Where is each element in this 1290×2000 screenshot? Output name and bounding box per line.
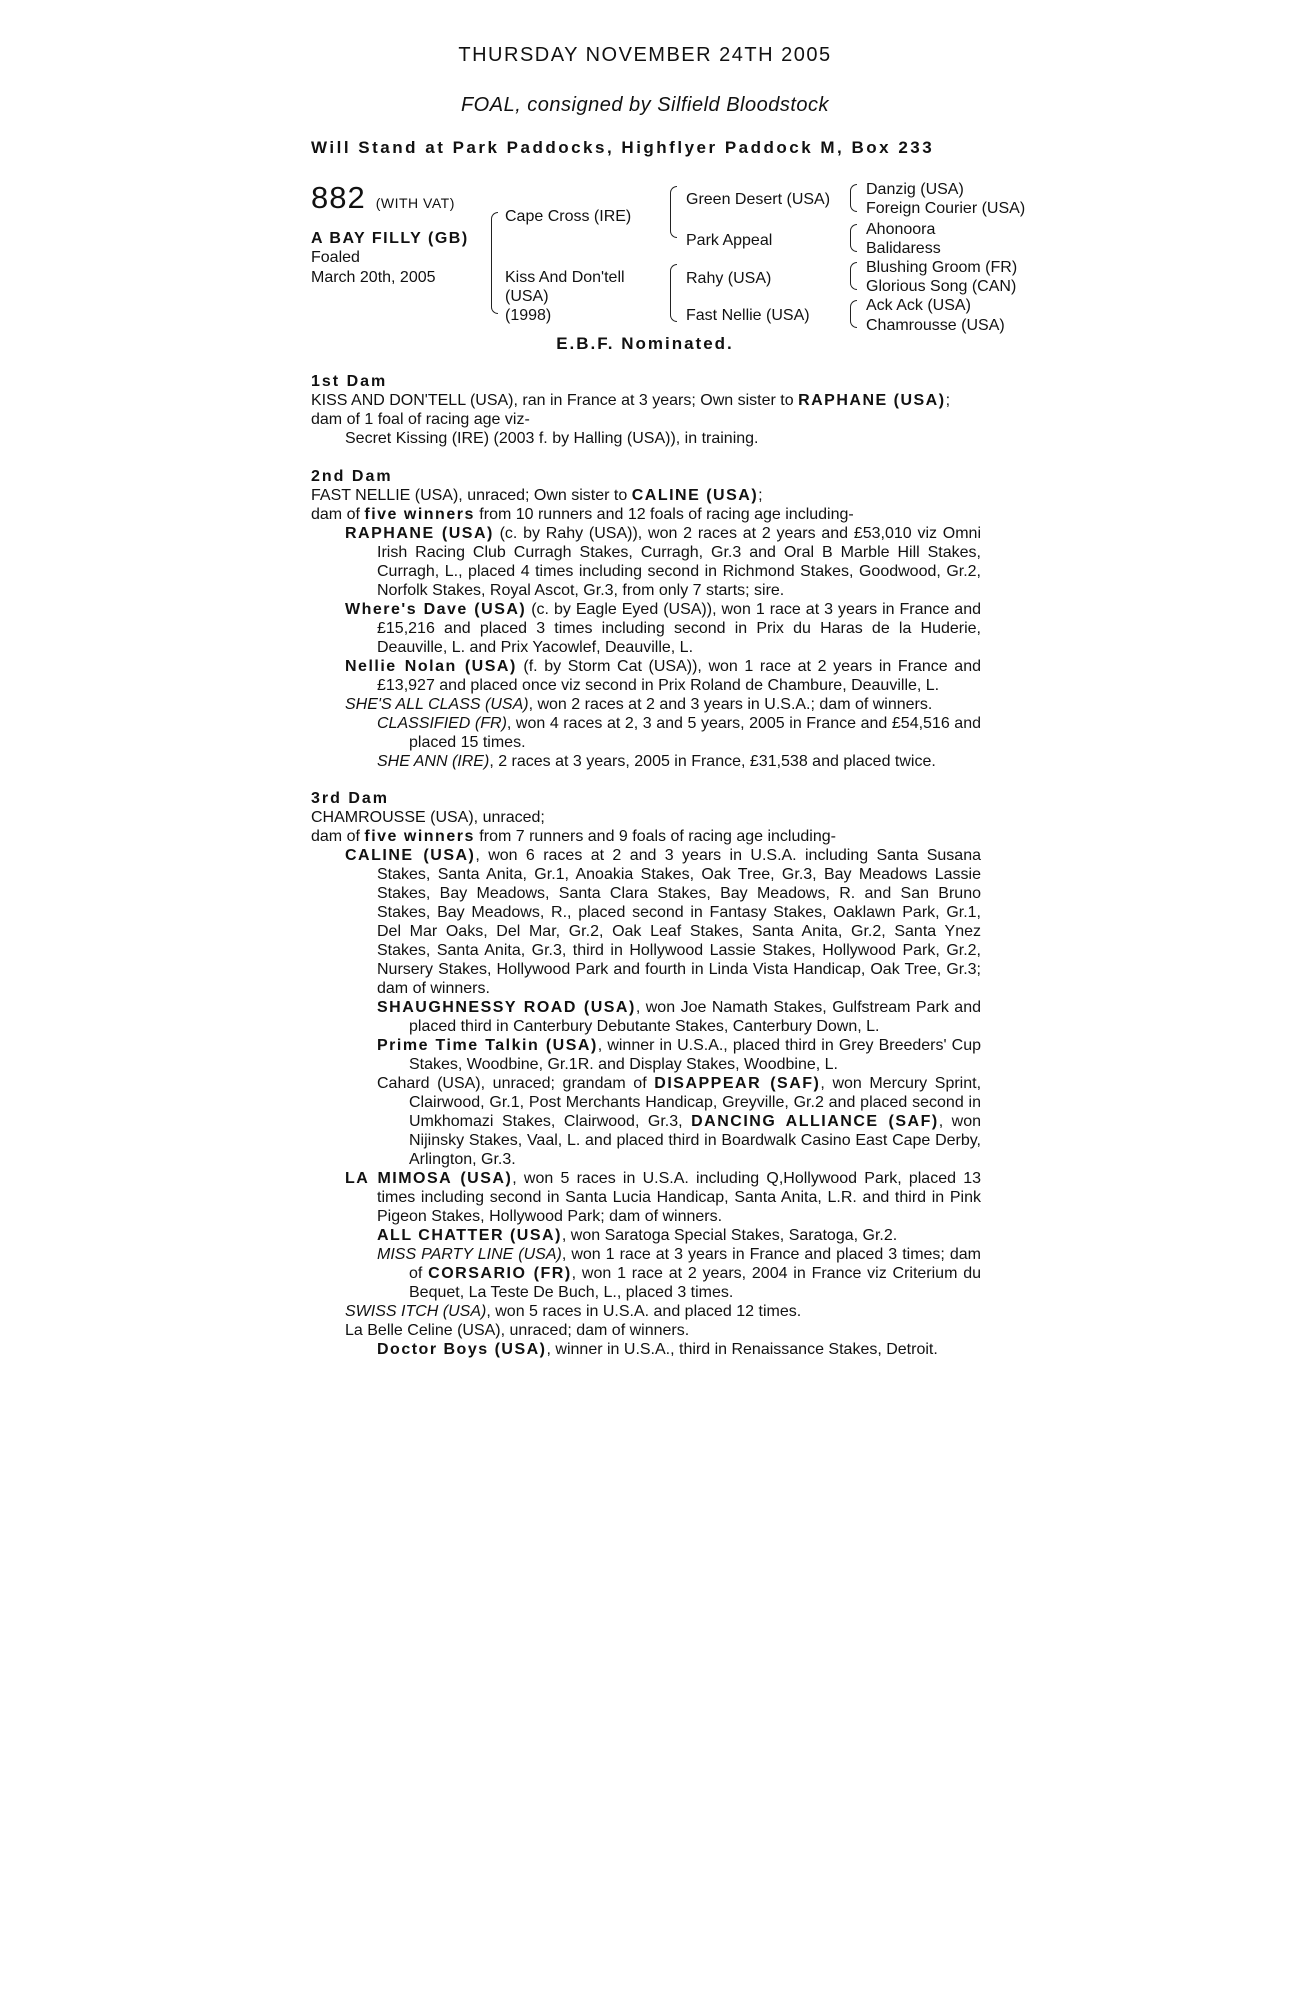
- pedigree-dam-country: (USA): [505, 288, 549, 305]
- doctor-text: , winner in U.S.A., third in Renaissance Stakes, Detroit.: [546, 1341, 938, 1358]
- pedigree-ds-sire: Blushing Groom (FR): [866, 259, 1018, 276]
- pedigree-bracket-3a: [850, 184, 857, 212]
- produce-miss-party-line: [311, 1245, 981, 1302]
- second-dam-section: [311, 467, 981, 771]
- pedigree-sd-dam: Balidaress: [866, 240, 941, 257]
- pedigree-bracket-3c: [850, 262, 857, 290]
- nolan-name: Nellie Nolan (USA): [345, 658, 517, 675]
- first-dam-foals: dam of 1 foal of racing age viz-: [311, 411, 530, 428]
- pedigree-bracket-1: [491, 212, 498, 314]
- third-dam-line: CHAMROUSSE (USA), unraced;: [311, 809, 545, 826]
- second-dam-sep: ;: [758, 487, 763, 504]
- shaugh-text: , won Joe Namath Stakes, Gulfstream Park and placed third in Canterbury Debutante Stakes, Canterbury Down, L.: [409, 999, 981, 1035]
- third-dam-winners-c: from 7 runners and 9 foals of racing age including-: [474, 828, 836, 845]
- pedigree-ss-sire: Danzig (USA): [866, 181, 964, 198]
- produce-raphane: [311, 524, 981, 600]
- pedigree-sire-sire: Green Desert (USA): [686, 191, 831, 208]
- caline-name: CALINE (USA): [345, 847, 476, 864]
- pedigree-sd-sire: Ahonoora: [866, 221, 936, 238]
- first-dam-line: [311, 391, 981, 410]
- nolan-text: (f. by Storm Cat (USA)), won 1 race at 2 years in France and £13,927 and placed once viz second in Prix Roland de Chambure, Deauville, L.: [377, 658, 982, 694]
- lot-number: [311, 180, 455, 216]
- pedigree-ds-dam: Glorious Song (CAN): [866, 278, 1017, 295]
- party-text-b: CORSARIO (FR): [428, 1265, 572, 1282]
- third-dam-winners-a: dam of: [311, 828, 365, 845]
- first-dam-heading: 1st Dam: [311, 373, 388, 390]
- cahard-c: , won Mercury Sprint, Clairwood, Gr.1, Post Merchants Handicap, Greyville, Gr.2 and placed second in Umkhomazi Stakes, Clairwood, Gr.3,: [409, 1075, 982, 1130]
- lot-number-value: 882: [311, 180, 366, 215]
- raphane-name: RAPHANE (USA): [345, 525, 494, 542]
- mimosa-text: , won 5 races in U.S.A. including Q,Hollywood Park, placed 13 times including second in Santa Lucia Handicap, Santa Anita, L.R. and third in Pink Pigeon Stakes, Hollywood Park; dam of winners.: [377, 1170, 981, 1225]
- produce-la-mimosa: [311, 1169, 981, 1226]
- pedigree-dam-dam: Fast Nellie (USA): [686, 307, 810, 324]
- third-dam-winners-b: five winners: [364, 828, 475, 845]
- shaugh-name: SHAUGHNESSY ROAD (USA): [377, 999, 636, 1016]
- pedigree-bracket-2b: [670, 264, 677, 322]
- produce-doctor-boys: [311, 1340, 981, 1359]
- cahard-e: , won Nijinsky Stakes, Vaal, L. and placed third in Boardwalk Casino East Cape Derby, Arlington, Gr.3.: [409, 1113, 981, 1168]
- ebf-nominated: E.B.F. Nominated.: [556, 334, 734, 353]
- third-dam-section: [311, 789, 981, 1359]
- produce-prime-time-talkin: [311, 1036, 981, 1074]
- stand-location: Will Stand at Park Paddocks, Highflyer Paddock M, Box 233: [311, 138, 935, 157]
- chatter-name: ALL CHATTER (USA): [377, 1227, 562, 1244]
- first-dam-sep: ;: [945, 392, 951, 409]
- pedigree-bracket-2a: [670, 186, 677, 238]
- produce-nellie-nolan: [311, 657, 981, 695]
- produce-shes-all-class: [311, 695, 981, 714]
- pedigree-bracket-3b: [850, 224, 857, 252]
- produce-swiss-itch: [311, 1302, 981, 1321]
- second-dam-text: FAST NELLIE (USA), unraced; Own sister to: [311, 487, 632, 504]
- vat-note: (WITH VAT): [375, 195, 455, 211]
- classified-name: CLASSIFIED (FR): [377, 715, 507, 732]
- produce-la-belle-celine: La Belle Celine (USA), unraced; dam of winners.: [345, 1322, 690, 1339]
- first-dam-sister: RAPHANE (USA): [798, 392, 946, 409]
- pedigree-dam-sire: Rahy (USA): [686, 270, 772, 287]
- pedigree-bracket-3d: [850, 300, 857, 328]
- pedigree-dd-sire: Ack Ack (USA): [866, 297, 971, 314]
- third-dam-heading: 3rd Dam: [311, 790, 390, 807]
- class-text: , won 2 races at 2 and 3 years in U.S.A.; dam of winners.: [528, 696, 933, 713]
- pedigree-sire: Cape Cross (IRE): [505, 208, 632, 225]
- second-dam-winners: [311, 505, 981, 524]
- pedigree-dam-year: (1998): [505, 307, 552, 324]
- sale-date: THURSDAY NOVEMBER 24TH 2005: [458, 44, 832, 66]
- produce-cahard: [311, 1074, 981, 1169]
- second-dam-winners-b: five winners: [364, 506, 475, 523]
- consignment-line: FOAL, consigned by Silfield Bloodstock: [460, 94, 830, 116]
- produce-caline: [311, 846, 981, 998]
- second-dam-sister: CALINE (USA): [631, 487, 759, 504]
- dave-name: Where's Dave (USA): [345, 601, 527, 618]
- prime-name: Prime Time Talkin (USA): [377, 1037, 598, 1054]
- first-dam-text: KISS AND DON'TELL (USA), ran in France at 3 years; Own sister to: [311, 392, 799, 409]
- swiss-name: SWISS ITCH (USA): [345, 1303, 487, 1320]
- third-dam-winners: [311, 827, 981, 846]
- first-dam-produce: Secret Kissing (IRE) (2003 f. by Halling (USA)), in training.: [345, 430, 759, 447]
- foaled-label: Foaled: [311, 249, 360, 266]
- dave-text: (c. by Eagle Eyed (USA)), won 1 race at 3 years in France and £15,216 and placed 3 times including second in Prix du Haras de la Huderie, Deauville, L. and Prix Yacowlef, Deauville, L.: [377, 601, 981, 656]
- second-dam-winners-c: from 10 runners and 12 foals of racing age including-: [474, 506, 854, 523]
- chatter-text: , won Saratoga Special Stakes, Saratoga, Gr.2.: [561, 1227, 898, 1244]
- produce-classified: [311, 714, 981, 752]
- party-text-c: , won 1 race at 2 years, 2004 in France viz Criterium du Bequet, La Teste De Buch, L., placed 3 times.: [409, 1265, 982, 1301]
- foaled-date: March 20th, 2005: [311, 269, 436, 286]
- caline-text: , won 6 races at 2 and 3 years in U.S.A. including Santa Susana Stakes, Santa Anita, Gr.1, Anoakia Stakes, Oak Tree, Gr.3, Bay Meadows Lassie Stakes, Bay Meadows, Santa Clara Stakes, Bay Meadows, R. and San Bruno Stakes, Bay Meadows, R., placed second in Fantasy Stakes, Oaklawn Park, Gr.1, Del Mar Oaks, Del Mar, Gr.2, Oak Leaf Stakes, Santa Anita, Gr.2, Santa Ynez Stakes, Santa Anita, Gr.3, third in Hollywood Lassie Stakes, Hollywood Park, Gr.2, Nursery Stakes, Hollywood Park and fourth in Linda Vista Handicap, Oak Tree, Gr.3; dam of winners.: [377, 847, 981, 997]
- second-dam-winners-a: dam of: [311, 506, 365, 523]
- classified-text: , won 4 races at 2, 3 and 5 years, 2005 in France and £54,516 and placed 15 times.: [409, 715, 981, 751]
- lot-description: A BAY FILLY (GB): [311, 230, 469, 247]
- cahard-a: Cahard (USA), unraced; grandam of: [377, 1075, 655, 1092]
- sheann-text: , 2 races at 3 years, 2005 in France, £31,538 and placed twice.: [489, 753, 936, 770]
- pedigree-sire-dam: Park Appeal: [686, 232, 773, 249]
- cahard-d: DANCING ALLIANCE (SAF): [691, 1113, 939, 1130]
- pedigree-dd-dam: Chamrousse (USA): [866, 317, 1005, 334]
- doctor-name: Doctor Boys (USA): [377, 1341, 547, 1358]
- cahard-b: DISAPPEAR (SAF): [654, 1075, 821, 1092]
- pedigree-dam: Kiss And Don'tell: [505, 269, 625, 286]
- raphane-text: (c. by Rahy (USA)), won 2 races at 2 years and £53,010 viz Omni Irish Racing Club Curragh Stakes, Curragh, Gr.3 and Oral B Marble Hill Stakes, Curragh, L., placed 4 times including second in Richmond Stakes, Goodwood, Gr.2, Norfolk Stakes, Royal Ascot, Gr.3, from only 7 starts; sire.: [377, 525, 982, 599]
- pedigree-ss-dam: Foreign Courier (USA): [866, 200, 1026, 217]
- party-text-a: , won 1 race at 3 years in France and placed 3 times; dam of: [409, 1246, 982, 1282]
- produce-all-chatter: [311, 1226, 981, 1245]
- swiss-text: , won 5 races in U.S.A. and placed 12 times.: [486, 1303, 802, 1320]
- second-dam-line: [311, 486, 981, 505]
- party-name: MISS PARTY LINE (USA): [377, 1246, 562, 1263]
- sheann-name: SHE ANN (IRE): [377, 753, 490, 770]
- produce-shaughnessy-road: [311, 998, 981, 1036]
- produce-wheres-dave: [311, 600, 981, 657]
- first-dam-section: [311, 372, 981, 448]
- produce-she-ann: [311, 752, 981, 771]
- mimosa-name: LA MIMOSA (USA): [345, 1170, 513, 1187]
- class-name: SHE'S ALL CLASS (USA): [345, 696, 529, 713]
- second-dam-heading: 2nd Dam: [311, 468, 393, 485]
- prime-text: , winner in U.S.A., placed third in Grey Breeders' Cup Stakes, Woodbine, Gr.1R. and Display Stakes, Woodbine, L.: [409, 1037, 982, 1073]
